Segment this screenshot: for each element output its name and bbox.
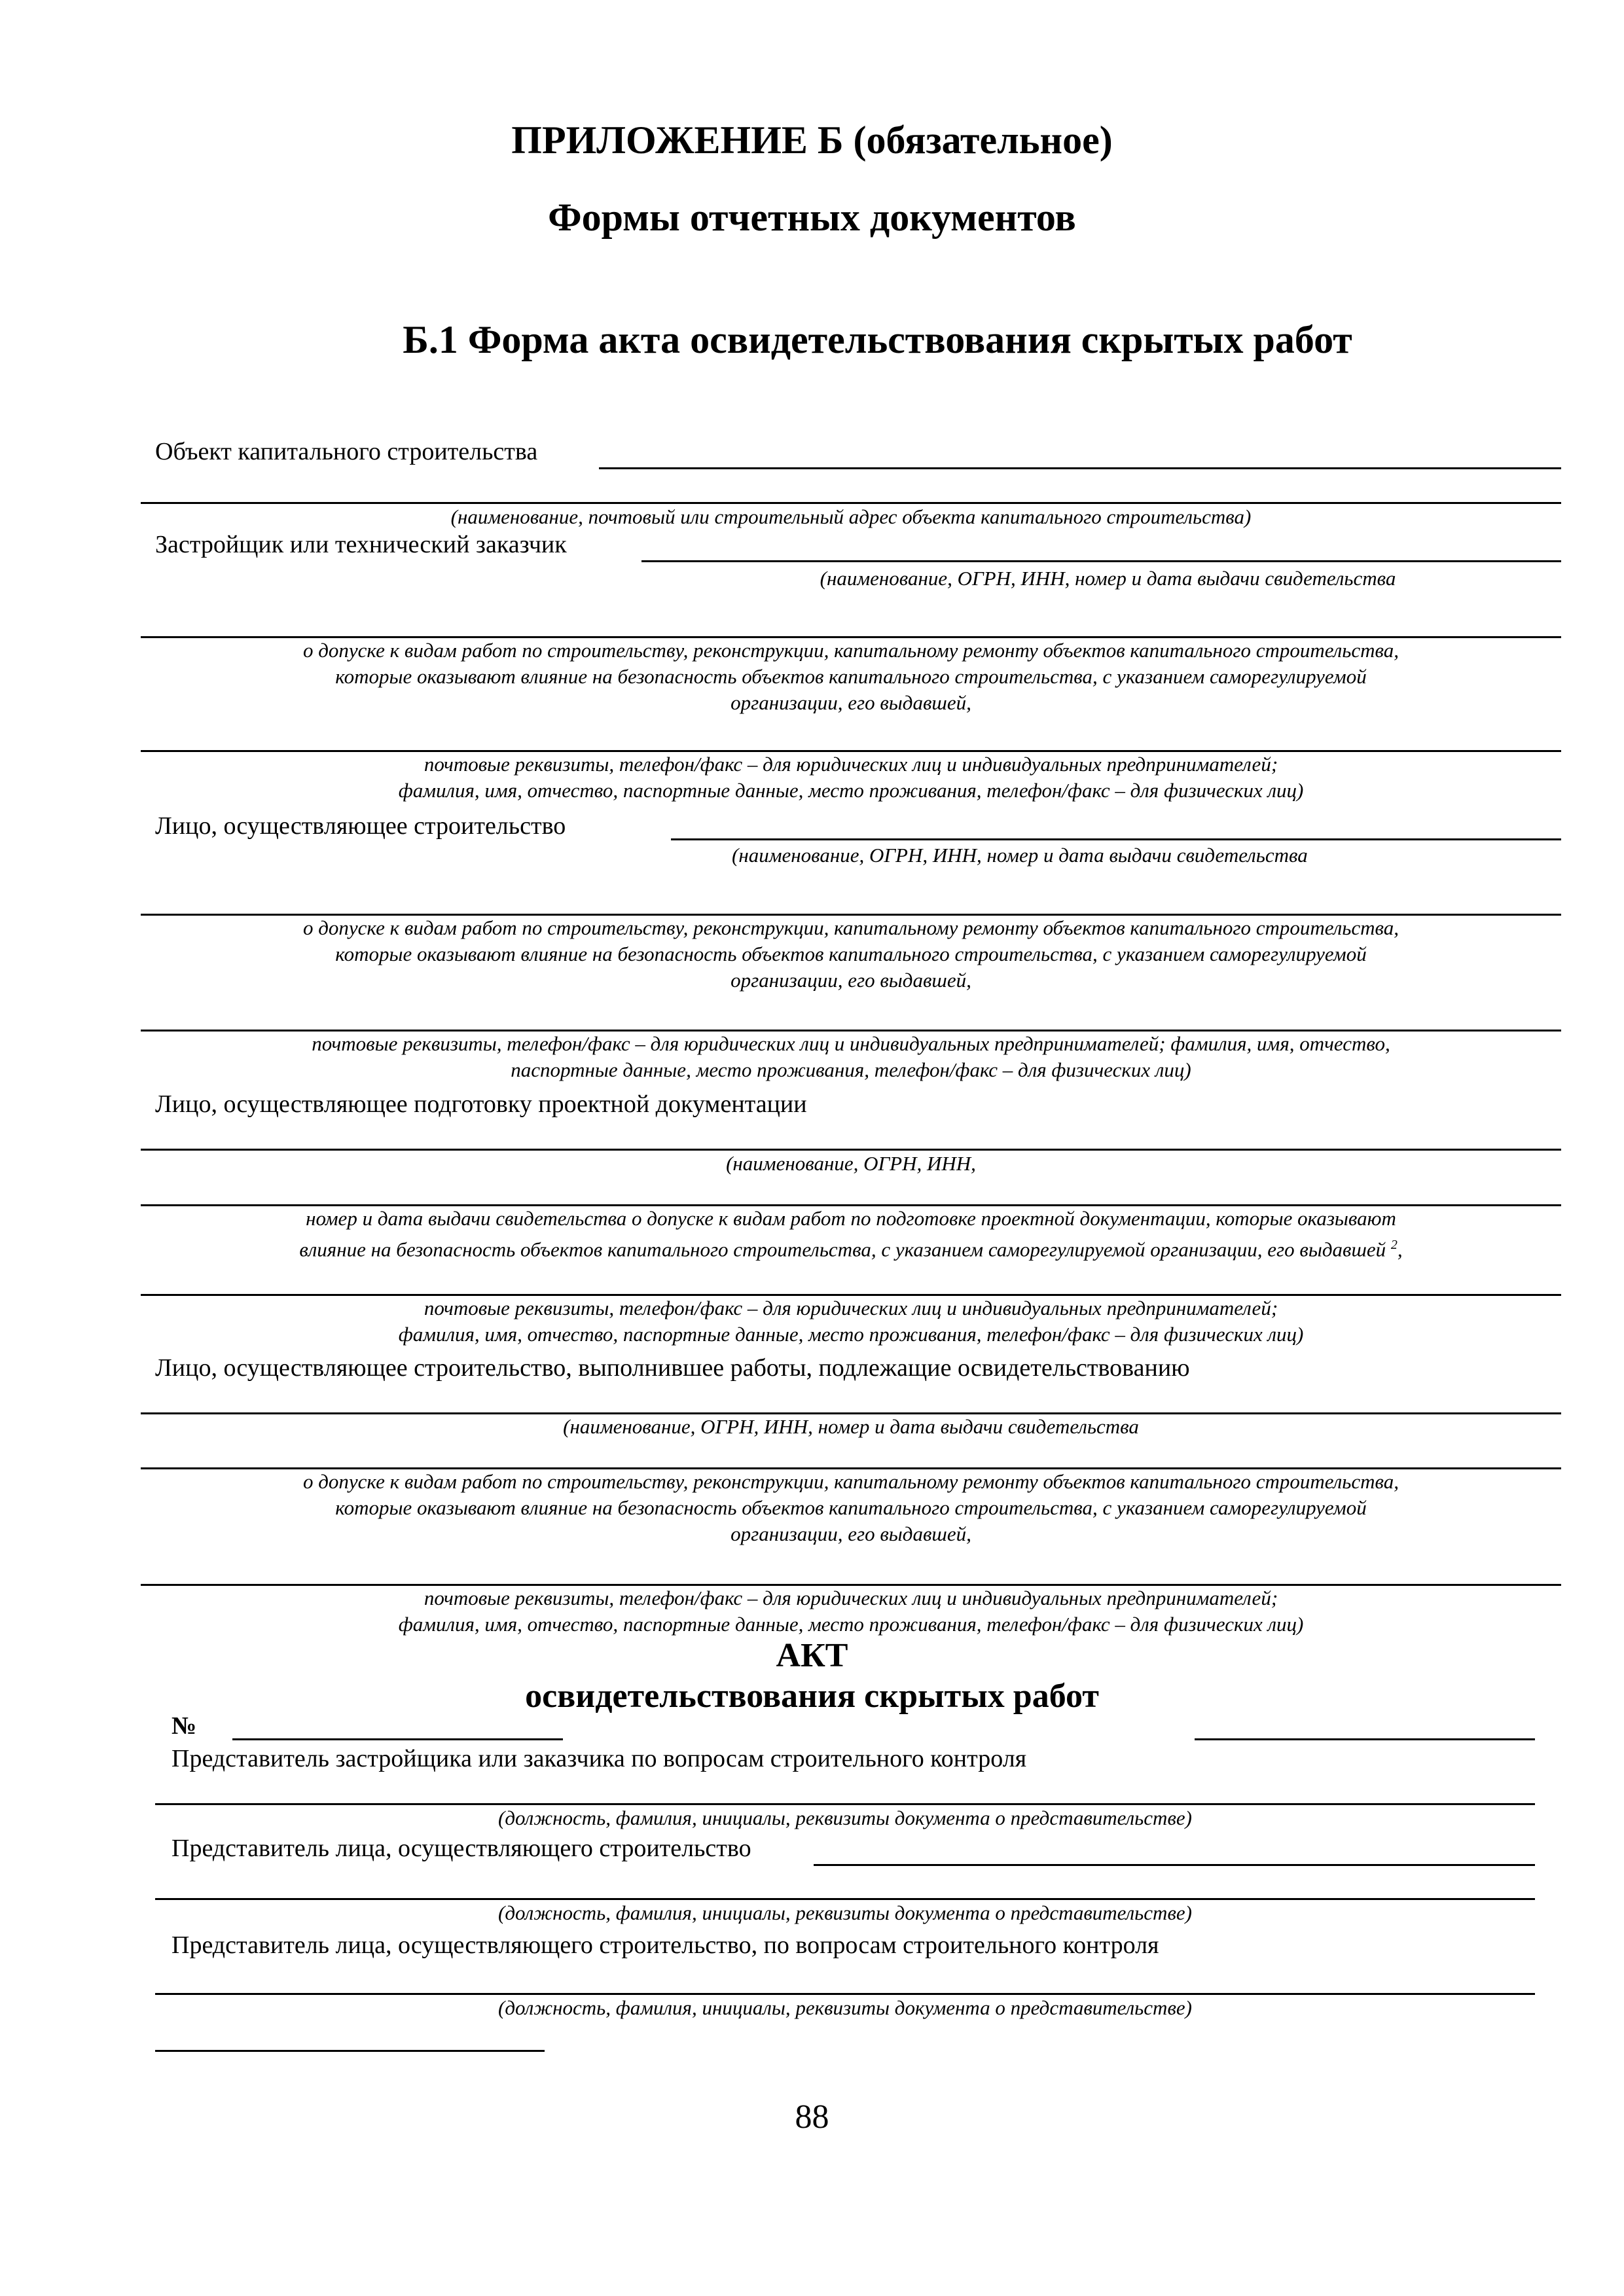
caption-line: организации, его выдавшей, xyxy=(731,969,971,992)
performer-caption-1: (наименование, ОГРН, ИНН, номер и дата выдачи свидетельства xyxy=(563,1415,1139,1438)
caption-line: которые оказывают влияние на безопасность объектов капитального строительства, с указанием саморегулируемой xyxy=(335,1496,1367,1519)
act-date-field[interactable] xyxy=(1195,1738,1535,1740)
caption-line: фамилия, имя, отчество, паспортные данные, место проживания, телефон/факс – для физических лиц) xyxy=(398,779,1304,802)
form-title: Б.1 Форма акта освидетельствования скрытых работ xyxy=(403,318,1352,361)
rep2-label: Представитель лица, осуществляющего строительство xyxy=(171,1835,751,1862)
object-field-line[interactable] xyxy=(599,467,1561,469)
act-number-field[interactable] xyxy=(232,1738,563,1740)
footnote-separator xyxy=(155,2050,545,2052)
designer-label: Лицо, осуществляющее подготовку проектной документации xyxy=(155,1090,807,1118)
developer-caption-2 xyxy=(141,637,1561,716)
caption-line xyxy=(141,1232,1561,1263)
object-caption: (наименование, почтовый или строительный адрес объекта капитального строительства) xyxy=(450,505,1252,528)
performer-label: Лицо, осуществляющее строительство, выполнившее работы, подлежащие освидетельствованию xyxy=(155,1354,1190,1382)
caption-line: о допуске к видам работ по строительству, реконструкции, капитальному ремонту объектов капитального строительства, xyxy=(302,916,1399,939)
caption-line: почтовые реквизиты, телефон/факс – для юридических лиц и индивидуальных предпринимателей; xyxy=(424,753,1278,776)
caption-line: фамилия, имя, отчество, паспортные данные, место проживания, телефон/факс – для физических лиц) xyxy=(398,1323,1304,1346)
builder-caption-1: (наименование, ОГРН, ИНН, номер и дата выдачи свидетельства xyxy=(732,844,1308,867)
caption-line: паспортные данные, место проживания, телефон/факс – для физических лиц) xyxy=(511,1058,1191,1081)
designer-caption-1: (наименование, ОГРН, ИНН, xyxy=(726,1152,976,1175)
caption-text: , xyxy=(1397,1238,1403,1261)
builder-label: Лицо, осуществляющее строительство xyxy=(155,812,566,840)
caption-line: организации, его выдавшей, xyxy=(731,691,971,714)
caption-line: почтовые реквизиты, телефон/факс – для юридических лиц и индивидуальных предпринимателей; xyxy=(424,1297,1278,1319)
developer-caption-3 xyxy=(141,751,1561,804)
developer-caption-1: (наименование, ОГРН, ИНН, номер и дата выдачи свидетельства xyxy=(820,567,1396,590)
rep3-caption: (должность, фамилия, инициалы, реквизиты документа о представительстве) xyxy=(498,1996,1192,2019)
builder-caption-2 xyxy=(141,915,1561,994)
performer-caption-2 xyxy=(141,1469,1561,1547)
builder-caption-3 xyxy=(141,1031,1561,1083)
caption-line: почтовые реквизиты, телефон/факс – для юридических лиц и индивидуальных предпринимателей; фамилия, имя, отчество, xyxy=(312,1032,1390,1055)
act-title: АКТ xyxy=(776,1637,848,1674)
rep1-label: Представитель застройщика или заказчика по вопросам строительного контроля xyxy=(171,1745,1027,1772)
developer-field-line[interactable] xyxy=(641,560,1561,562)
performer-caption-3 xyxy=(141,1585,1561,1638)
designer-caption-3 xyxy=(141,1295,1561,1348)
page-number: 88 xyxy=(795,2098,829,2136)
appendix-title: ПРИЛОЖЕНИЕ Б (обязательное) xyxy=(511,118,1113,162)
caption-line: которые оказывают влияние на безопасность объектов капитального строительства, с указанием саморегулируемой xyxy=(335,665,1367,688)
caption-line: организации, его выдавшей, xyxy=(731,1522,971,1545)
caption-line: номер и дата выдачи свидетельства о допуске к видам работ по подготовке проектной документации, которые оказывают xyxy=(306,1207,1396,1230)
developer-label: Застройщик или технический заказчик xyxy=(155,531,567,558)
object-label: Объект капитального строительства xyxy=(155,438,538,465)
caption-line: о допуске к видам работ по строительству, реконструкции, капитальному ремонту объектов капитального строительства, xyxy=(302,1470,1399,1493)
caption-line: которые оказывают влияние на безопасность объектов капитального строительства, с указанием саморегулируемой xyxy=(335,942,1367,965)
builder-field-line[interactable] xyxy=(671,838,1561,840)
caption-text: влияние на безопасность объектов капитального строительства, с указанием саморегулируемой организации, его выдавшей xyxy=(299,1238,1386,1261)
designer-caption-2 xyxy=(141,1206,1561,1263)
act-subtitle: освидетельствования скрытых работ xyxy=(525,1677,1099,1715)
rep3-label: Представитель лица, осуществляющего строительство, по вопросам строительного контроля xyxy=(171,1931,1159,1959)
rep2-field-line[interactable] xyxy=(814,1864,1535,1866)
rep1-caption: (должность, фамилия, инициалы, реквизиты документа о представительстве) xyxy=(498,1806,1192,1829)
caption-line: фамилия, имя, отчество, паспортные данные, место проживания, телефон/факс – для физических лиц) xyxy=(398,1613,1304,1636)
caption-line: о допуске к видам работ по строительству, реконструкции, капитальному ремонту объектов капитального строительства, xyxy=(302,639,1399,662)
footnote-mark: 2 xyxy=(1390,1238,1398,1252)
appendix-subtitle: Формы отчетных документов xyxy=(548,196,1076,239)
caption-line: почтовые реквизиты, телефон/факс – для юридических лиц и индивидуальных предпринимателей; xyxy=(424,1587,1278,1609)
rep2-caption: (должность, фамилия, инициалы, реквизиты документа о представительстве) xyxy=(498,1901,1192,1924)
act-number-sign: № xyxy=(171,1712,197,1740)
